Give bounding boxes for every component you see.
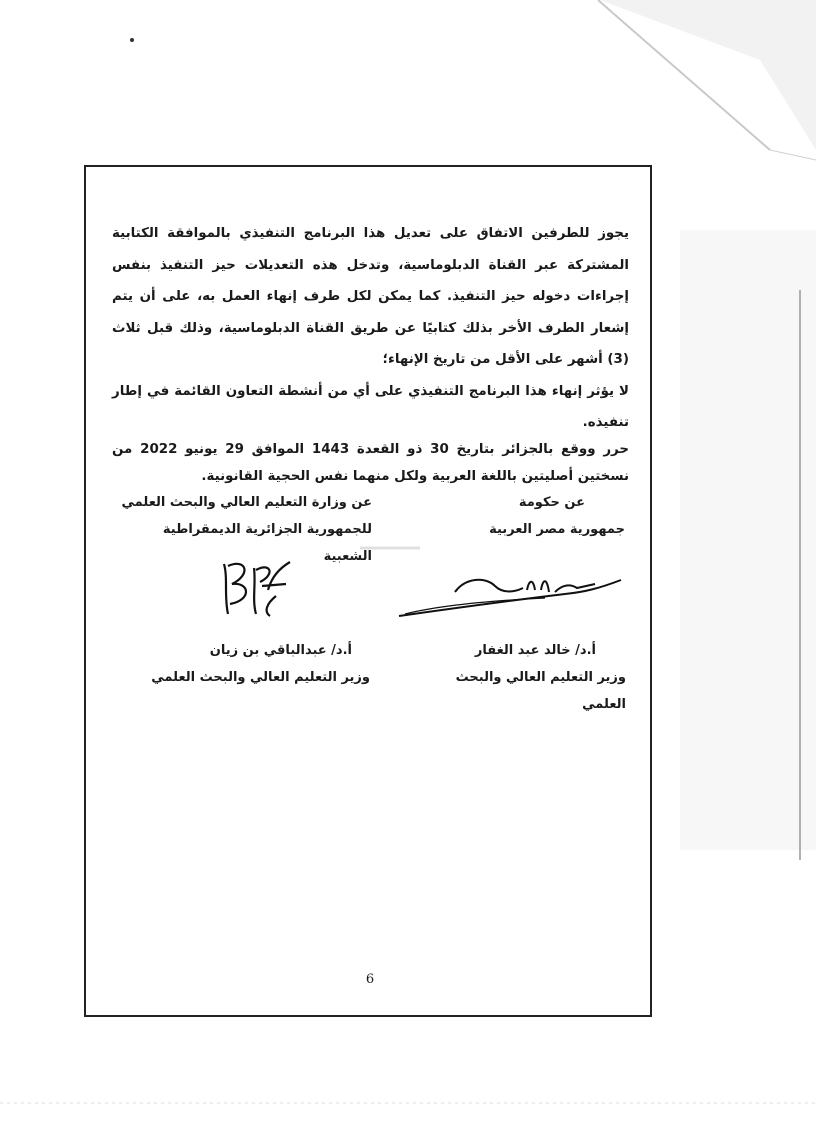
signatory-left-title: وزير التعليم العالي والبحث العلمي: [151, 670, 370, 685]
signing-dateline: حرر ووقع بالجزائر بتاريخ 30 ذو القعدة 1443 الموافق 29 يونيو 2022 من نسختين أصليتين باللغة العربية ولكل منهما نفس الحجية القانونية.: [112, 442, 630, 484]
signatory-right-line2: جمهورية مصر العربية: [489, 522, 625, 537]
signatory-left-name: أ.د/ عبدالباقي بن زيان: [209, 643, 352, 658]
signatory-left-line1: عن وزارة التعليم العالي والبحث العلمي: [121, 495, 372, 510]
amendment-termination-paragraph: يجوز للطرفين الاتفاق على تعديل هذا البرنامج التنفيذي بالموافقة الكتابية المشتركة عبر القناة الدبلوماسية، وتدخل هذه التعديلات حيز التنفيذ بنفس إجراءات دخوله حيز التنفيذ. كما يمكن لكل طرف إنهاء العمل به، على أن يتم إشعار الطرف الأخر بذلك كتابيًا عن طريق القناة الدبلوماسية، وذلك قبل ثلاث (3) أشهر على الأقل من تاريخ الإنهاء؛: [112, 226, 629, 367]
signatory-left-line2: للجمهورية الجزائرية الديمقراطية الشعبية: [162, 522, 372, 564]
signatory-right-name: أ.د/ خالد عبد الغفار: [474, 643, 596, 658]
termination-effect-paragraph: لا يؤثر إنهاء هذا البرنامج التنفيذي على أي من أنشطة التعاون القائمة في إطار تنفيذه.: [112, 383, 629, 430]
signatory-right-footer: [418, 637, 626, 718]
agreement-body: [112, 218, 629, 439]
signatory-right-header: [430, 489, 625, 543]
page-number: 6: [365, 972, 375, 987]
signature-right: [395, 570, 625, 620]
signature-left: [206, 556, 296, 620]
signatory-right-line1: عن حكومة: [518, 495, 585, 510]
signatory-right-title: وزير التعليم العالي والبحث العلمي: [455, 670, 626, 712]
signatory-left-footer: [130, 637, 370, 691]
